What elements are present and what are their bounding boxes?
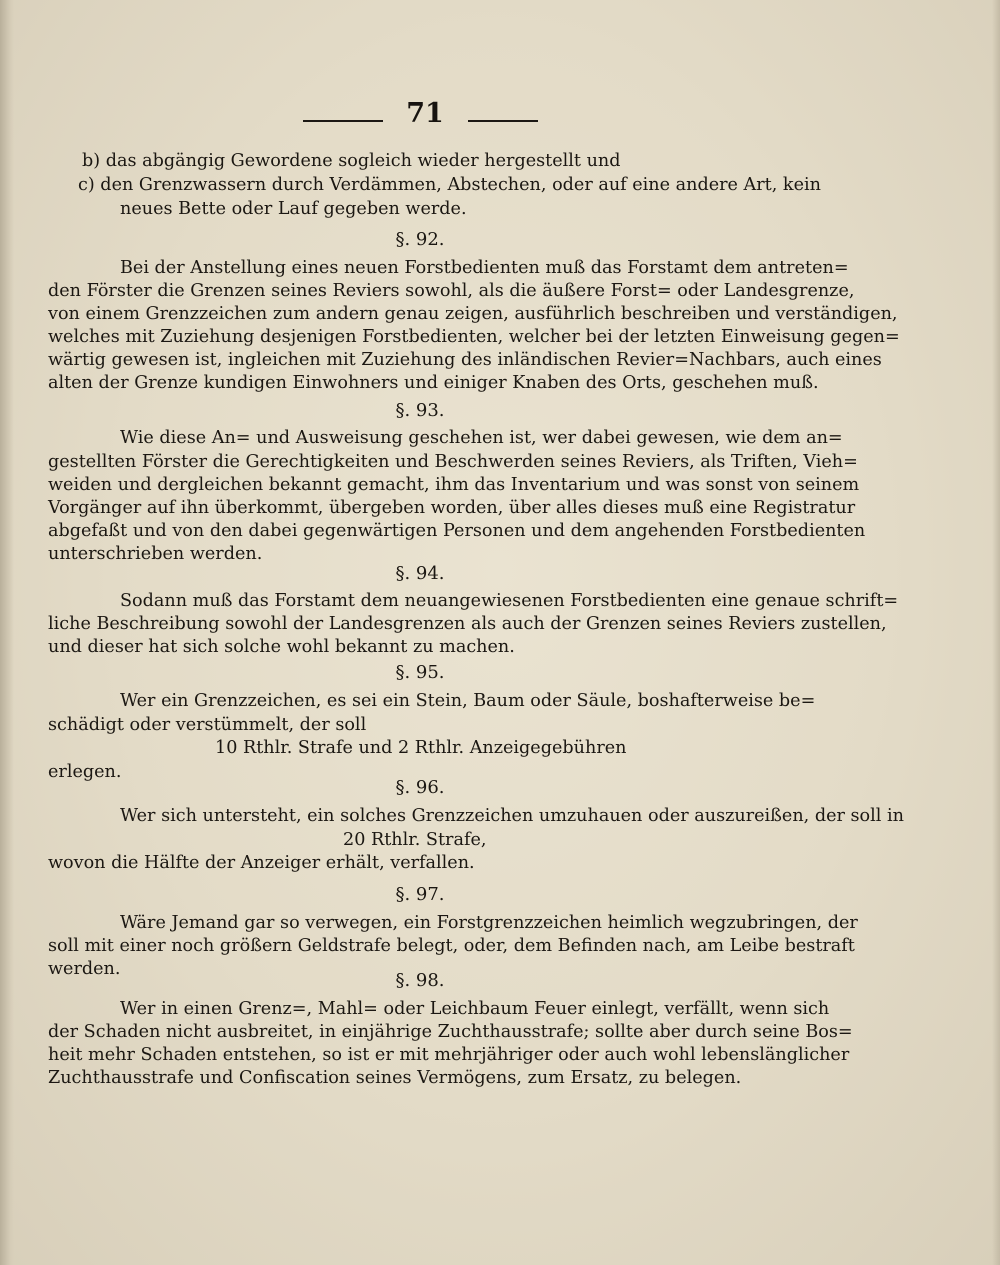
- text-line: von einem Grenzzeichen zum andern genau zeigen, ausführlich beschreiben und verständigen,: [48, 304, 898, 324]
- section-heading: §. 98.: [395, 970, 445, 991]
- text-line: Wer in einen Grenz=, Mahl= oder Leichbaum Feuer einlegt, verfällt, wenn sich: [120, 999, 830, 1019]
- text-line: erlegen.: [48, 762, 122, 782]
- text-line: Zuchthausstrafe und Confiscation seines Vermögens, zum Ersatz, zu belegen.: [48, 1068, 742, 1088]
- text-line: Wie diese An= und Ausweisung geschehen ist, wer dabei gewesen, wie dem an=: [120, 428, 843, 448]
- text-line: 10 Rthlr. Strafe und 2 Rthlr. Anzeigegebühren: [215, 738, 627, 758]
- text-line: neues Bette oder Lauf gegeben werde.: [120, 199, 467, 219]
- section-heading: §. 93.: [395, 400, 445, 421]
- text-line: abgefaßt und von den dabei gegenwärtigen Personen und dem angehenden Forstbedienten: [48, 521, 866, 541]
- text-line: Wer sich untersteht, ein solches Grenzzeichen umzuhauen oder auszureißen, der soll in: [120, 806, 904, 826]
- section-heading: §. 92.: [395, 229, 445, 250]
- header-rule-left: [303, 120, 383, 122]
- text-line: wärtig gewesen ist, ingleichen mit Zuziehung des inländischen Revier=Nachbars, auch eines: [48, 350, 882, 370]
- section-heading: §. 97.: [395, 884, 445, 905]
- section-heading: §. 94.: [395, 563, 445, 584]
- text-line: b) das abgängig Gewordene sogleich wieder hergestellt und: [82, 151, 621, 171]
- text-line: Sodann muß das Forstamt dem neuangewiesenen Forstbedienten eine genaue schrift=: [120, 591, 899, 611]
- text-line: alten der Grenze kundigen Einwohners und einiger Knaben des Orts, geschehen muß.: [48, 373, 819, 393]
- text-line: c) den Grenzwassern durch Verdämmen, Abstechen, oder auf eine andere Art, kein: [78, 175, 821, 195]
- text-line: welches mit Zuziehung desjenigen Forstbedienten, welcher bei der letzten Einweisung gegen=: [48, 327, 900, 347]
- text-line: Bei der Anstellung eines neuen Forstbedienten muß das Forstamt dem antreten=: [120, 258, 849, 278]
- text-line: soll mit einer noch größern Geldstrafe belegt, oder, dem Befinden nach, am Leibe bestraft: [48, 936, 855, 956]
- section-heading: §. 95.: [395, 662, 445, 683]
- text-line: wovon die Hälfte der Anzeiger erhält, verfallen.: [48, 853, 475, 873]
- text-line: Wer ein Grenzzeichen, es sei ein Stein, Baum oder Säule, boshafterweise be=: [120, 691, 816, 711]
- text-line: 20 Rthlr. Strafe,: [343, 830, 487, 850]
- text-line: gestellten Förster die Gerechtigkeiten und Beschwerden seines Reviers, als Triften, Vieh=: [48, 452, 858, 472]
- text-line: und dieser hat sich solche wohl bekannt zu machen.: [48, 637, 515, 657]
- page-edge-left: [0, 0, 14, 1265]
- text-line: heit mehr Schaden entstehen, so ist er mit mehrjähriger oder auch wohl lebenslänglicher: [48, 1045, 850, 1065]
- text-line: Wäre Jemand gar so verwegen, ein Forstgrenzzeichen heimlich wegzubringen, der: [120, 913, 858, 933]
- text-line: der Schaden nicht ausbreitet, in einjährige Zuchthausstrafe; sollte aber durch seine Bos=: [48, 1022, 853, 1042]
- page-header: [0, 98, 1000, 138]
- text-line: den Förster die Grenzen seines Reviers sowohl, als die äußere Forst= oder Landesgrenze,: [48, 281, 855, 301]
- text-line: schädigt oder verstümmelt, der soll: [48, 715, 367, 735]
- text-line: werden.: [48, 959, 121, 979]
- text-line: Vorgänger auf ihn überkommt, übergeben worden, über alles dieses muß eine Registratur: [48, 498, 856, 518]
- page-number: 71: [406, 98, 444, 129]
- page-edge-right: [992, 0, 1000, 1265]
- section-heading: §. 96.: [395, 777, 445, 798]
- text-line: liche Beschreibung sowohl der Landesgrenzen als auch der Grenzen seines Reviers zustellen,: [48, 614, 887, 634]
- text-line: unterschrieben werden.: [48, 544, 263, 564]
- text-line: weiden und dergleichen bekannt gemacht, ihm das Inventarium und was sonst von seinem: [48, 475, 860, 495]
- header-rule-right: [468, 120, 538, 122]
